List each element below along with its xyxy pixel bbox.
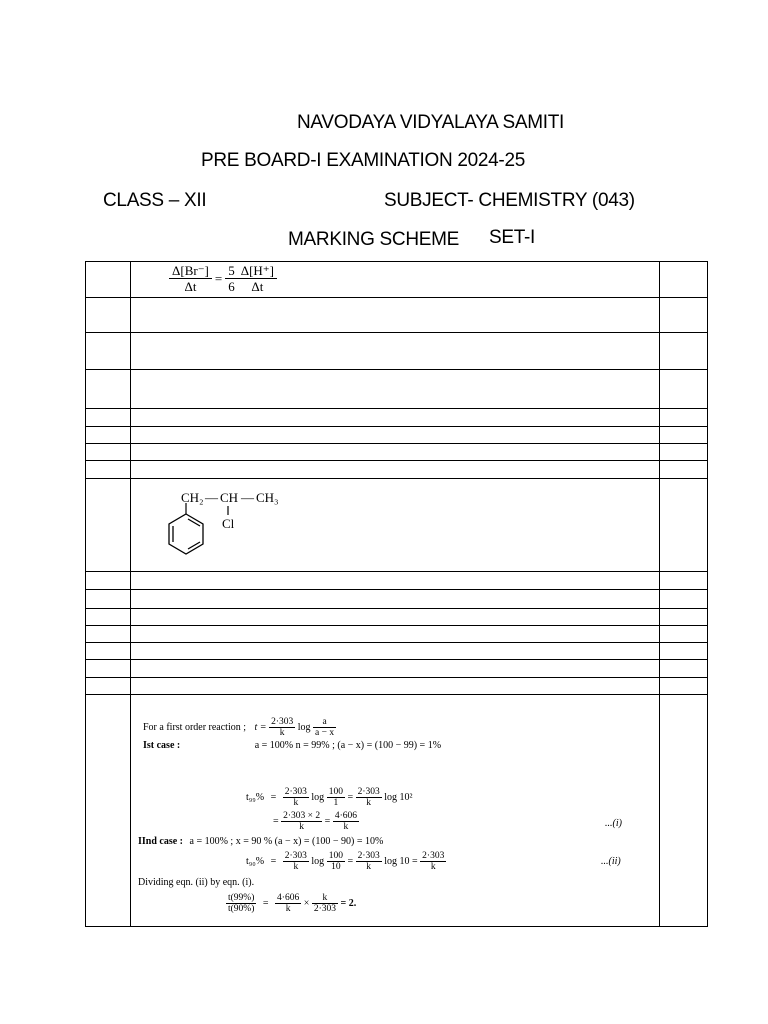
table-row [86, 626, 708, 643]
first-order-calculation: For a first order reaction ; t = $\frac{2\cdot 303}{k}$ log $\frac{a}{a - x}$ Ist case : a = 100% n = 99% ; (a − x) = (100 − 99) = 1% t₉₉% = $\frac{2\cdot 303}{k}$ log $\frac{100}{1}$ = $\frac{2\cdot 303}{k}$ log 10² = $\frac{2\cdot 303 \times 2}{k}$ = $\frac{4\cdot 606}{k}$ ...(i) IInd case : a = 100% ; x = 90 % (a − x) = (100 − 90) = 10% t₉₀% = $\frac{2\cdot 303}{k}$ log $\frac{100}{10}$ = $\frac{2\cdot 303}{k}$ log 10 = $\frac{2\cdot 303}{k}$ ...(ii) Dividing eqn. (ii) by eqn. (i). $\frac{t(99\%)}{t(90\%)}$ = $\frac{4\cdot 606}{k}$ × $\frac{k}{2\cdot 303}$ = 2. [138, 717, 622, 914]
dividing-text: Dividing eqn. (ii) by eqn. (i). [138, 877, 255, 888]
organization-title: NAVODAYA VIDYALAYA SAMITI [297, 112, 565, 133]
rate-expression [169, 262, 659, 296]
table-row [86, 461, 708, 479]
case1-label: Ist case : [143, 740, 181, 751]
answer-cell [131, 479, 660, 572]
eqn-tag-ii: ...(ii) [601, 856, 621, 867]
ch3-group: CH₃ [256, 490, 279, 505]
benzene-ring [169, 514, 203, 554]
answer-cell [131, 695, 660, 927]
class-label: CLASS – XII [103, 190, 207, 211]
qno-cell [86, 479, 131, 572]
scheme-label: MARKING SCHEME [288, 229, 460, 250]
table-row [86, 590, 708, 609]
case2-label: IInd case : [138, 836, 184, 847]
set-label: SET-I [489, 227, 536, 248]
table-row [86, 660, 708, 678]
marks-cell [660, 695, 708, 927]
rate-equals: = [214, 271, 223, 286]
rate-lhs-den: Δt [184, 278, 197, 294]
table-row [86, 678, 708, 695]
case1-values: a = 100% n = 99% ; (a − x) = (100 − 99) = 1% [254, 740, 442, 751]
table-row [86, 298, 708, 333]
case2-values: a = 100% ; x = 90 % (a − x) = (100 − 90) = 10% [189, 836, 384, 847]
table-row [86, 262, 708, 298]
chemical-structure [161, 481, 341, 571]
rate-coef-num: 5 [225, 264, 238, 279]
qno-cell [86, 262, 131, 298]
ch2-group: CH₂ [181, 490, 204, 505]
marks-cell [660, 262, 708, 298]
benzene-double-bond [188, 519, 200, 526]
benzene-double-bond [188, 542, 200, 549]
eqn-tag-i: ...(i) [605, 818, 622, 829]
bond-dash: — [205, 490, 218, 505]
table-row [86, 609, 708, 626]
table-row [86, 479, 708, 572]
final-result: = 2. [340, 897, 357, 909]
rate-lhs-num: Δ[Br⁻] [169, 264, 212, 279]
calc-intro: For a first order reaction ; [143, 721, 247, 733]
table-row [86, 333, 708, 370]
table-row [86, 427, 708, 444]
cl-atom: Cl [222, 516, 235, 531]
table-row [86, 409, 708, 427]
table-row [86, 695, 708, 927]
marking-scheme-table [85, 261, 708, 927]
rate-rhs-den: Δt [251, 278, 264, 294]
answer-cell [131, 262, 660, 298]
rate-rhs-num: Δ[H⁺] [238, 264, 277, 279]
table-row [86, 572, 708, 590]
exam-title: PRE BOARD-I EXAMINATION 2024-25 [201, 150, 525, 171]
table-row [86, 643, 708, 660]
bond-dash: — [241, 490, 254, 505]
qno-cell [86, 695, 131, 927]
subject-label: SUBJECT- CHEMISTRY (043) [384, 190, 635, 211]
ch-group: CH [220, 490, 239, 505]
table-row [86, 370, 708, 409]
table-row [86, 444, 708, 461]
rate-coef-den: 6 [228, 278, 235, 294]
marks-cell [660, 479, 708, 572]
